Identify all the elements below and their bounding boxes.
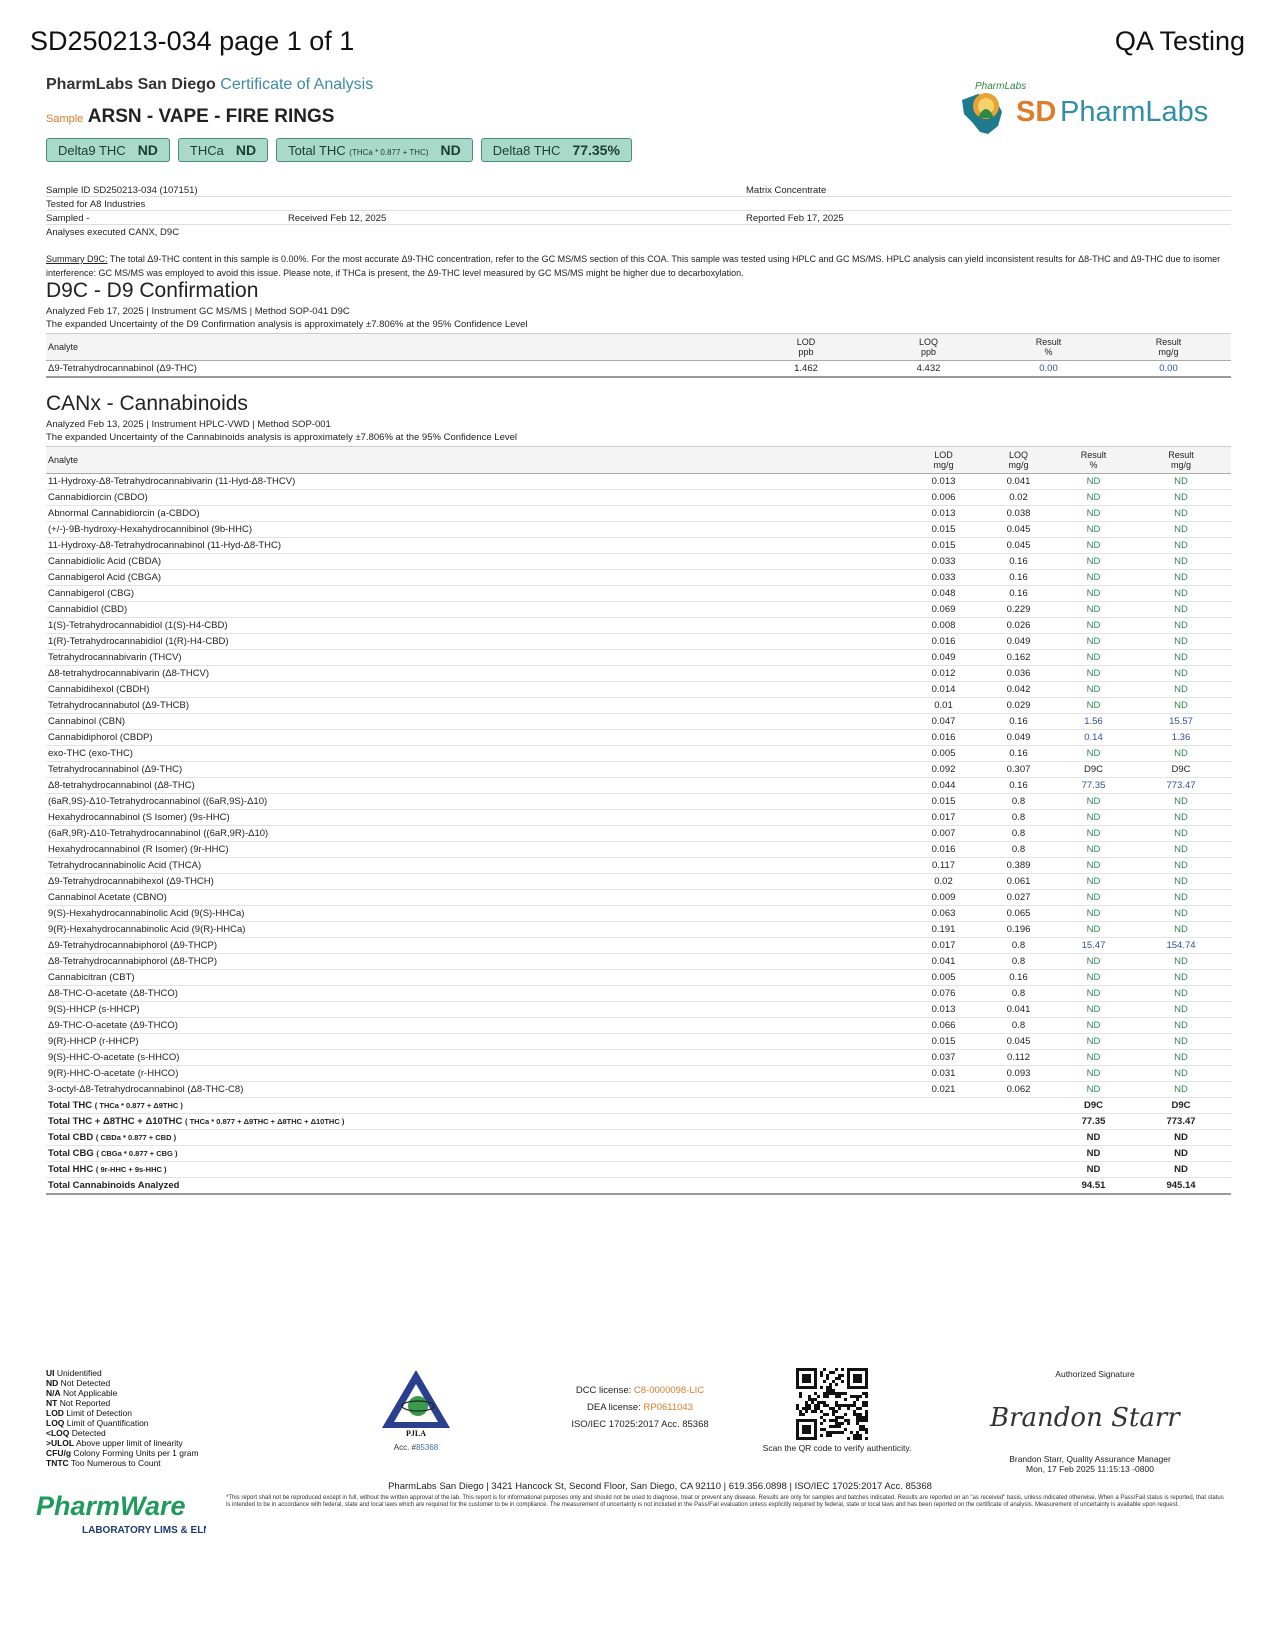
col-loq: LOQ mg/g [1008, 450, 1029, 470]
lab-line [46, 76, 373, 94]
table-row: 1(R)-Tetrahydrocannabidiol (1(R)-H4-CBD) 0.016 0.049 ND ND [46, 634, 1231, 650]
total-row: Total HHC ( 9r-HHC + 9s-HHC ) ND ND [46, 1162, 1231, 1178]
signature-title: Authorized Signature [1055, 1369, 1135, 1379]
legend-item: TNTC Too Numerous to Count [46, 1458, 161, 1468]
svg-text:PJLA: PJLA [406, 1429, 426, 1438]
total-row: Total CBD ( CBDa * 0.877 + CBD ) ND ND [46, 1130, 1231, 1146]
table-row: Hexahydrocannabinol (S Isomer) (9s-HHC) 0.017 0.8 ND ND [46, 810, 1231, 826]
col-result-mg: Result mg/g [1168, 450, 1194, 470]
col-analyte: Analyte [48, 342, 79, 352]
document-type: Certificate of Analysis [220, 76, 374, 93]
table-row: Δ8-THC-O-acetate (Δ8-THCO) 0.076 0.8 ND ND [46, 986, 1231, 1002]
dcc-license: C8-0000098-LIC [633, 1385, 705, 1396]
table-row: 9(S)-Hexahydrocannabinolic Acid (9(S)-HHCa) 0.063 0.065 ND ND [46, 906, 1231, 922]
table-row: Δ9-THC-O-acetate (Δ9-THCO) 0.066 0.8 ND ND [46, 1018, 1231, 1034]
badge-thca: THCa ND [178, 138, 268, 162]
qa-testing-label: QA Testing [1114, 26, 1245, 56]
table-row: 9(R)-HHCP (r-HHCP) 0.015 0.045 ND ND [46, 1034, 1231, 1050]
table-row: Abnormal Cannabidiorcin (a-CBDO) 0.013 0.038 ND ND [46, 506, 1231, 522]
legend-item: NT Not Reported [46, 1398, 111, 1408]
table-row: Δ8-Tetrahydrocannabiphorol (Δ8-THCP) 0.041 0.8 ND ND [46, 954, 1231, 970]
total-row: Total CBG ( CBGa * 0.877 + CBG ) ND ND [46, 1146, 1231, 1162]
table-row: (+/-)-9B-hydroxy-Hexahydrocannibinol (9b-HHC) 0.015 0.045 ND ND [46, 522, 1231, 538]
disclaimer: *This report shall not be reproduced except in full, without the written approval of the lab. This report is for informational purposes only and should not be used to diagnose, treat or prevent any disease. Results are only for samples and batches indicated. Results are reported on an "as received" basis, unless indicated otherwise. When a Pass/Fail status is reported, that status is intended to be in accordance with federal, state and local laws which are required for the customer to be in compliance. The measurement of uncertainty is not included in the Pass/Fail evaluation unless explicitly required by federal, state or local laws and has been reported on the certificate of analysis. Measurement of uncertainty is available upon request. [226, 1495, 1224, 1508]
table-row: Δ9-Tetrahydrocannabihexol (Δ9-THCH) 0.02 0.061 ND ND [46, 874, 1231, 890]
legend-item: LOD Limit of Detection [46, 1408, 132, 1418]
svg-text:PharmLabs: PharmLabs [975, 81, 1027, 92]
table-row: Cannabidiol (CBD) 0.069 0.229 ND ND [46, 602, 1231, 618]
summary-text: The total Δ9-THC content in this sample is 0.00%. For the most accurate Δ9-THC concentration, refer to the GC MS/MS section of this COA. This sample was tested using HPLC and GC MS/MS. HPLC analysis can yield inconsistent results for Δ8-THC and Δ9-THC due to isomer interference: GC MS/MS was employed to avoid this issue. Please note, if THCa is present, the Δ9-THC level measured by GC MS/MS might be higher due to decarboxylation. [46, 254, 1221, 278]
legend-item: LOQ Limit of Quantification [46, 1418, 149, 1428]
badge-delta8: Delta8 THC 77.35% [481, 138, 632, 162]
legend-item: N/A Not Applicable [46, 1388, 118, 1398]
table-row: 9(R)-Hexahydrocannabinolic Acid (9(R)-HHCa) 0.191 0.196 ND ND [46, 922, 1231, 938]
sampled: Sampled - [46, 213, 90, 224]
summary [46, 252, 1231, 280]
col-lod: LOD mg/g [933, 450, 954, 470]
canx-table [46, 446, 1231, 1195]
table-row: 9(S)-HHC-O-acetate (s-HHCO) 0.037 0.112 ND ND [46, 1050, 1231, 1066]
qr-code-icon [796, 1368, 868, 1440]
licenses: DCC license: C8-0000098-LIC DEA license: RP0611043 ISO/IEC 17025:2017 Acc. 85368 [540, 1382, 740, 1433]
total-row: Total THC + Δ8THC + Δ10THC ( THCa * 0.877 + Δ9THC + Δ8THC + Δ10THC ) 77.35 773.47 [46, 1114, 1231, 1130]
reported: Reported Feb 17, 2025 [746, 213, 844, 224]
sample-name: ARSN - VAPE - FIRE RINGS [87, 106, 335, 127]
table-row: Cannabigerol Acid (CBGA) 0.033 0.16 ND ND [46, 570, 1231, 586]
legend-item: <LOQ Detected [46, 1428, 106, 1438]
table-row: 1(S)-Tetrahydrocannabidiol (1(S)-H4-CBD) 0.008 0.026 ND ND [46, 618, 1231, 634]
svg-text:PharmLabs: PharmLabs [1060, 96, 1209, 128]
table-row: (6aR,9S)-Δ10-Tetrahydrocannabinol ((6aR,9S)-Δ10) 0.015 0.8 ND ND [46, 794, 1231, 810]
svg-text:LABORATORY LIMS & ELN: LABORATORY LIMS & ELN [82, 1525, 206, 1536]
canx-title: CANx - Cannabinoids [46, 392, 248, 415]
badge-total-thc: Total THC (THCa * 0.877 + THC) ND [276, 138, 473, 162]
svg-text:SD: SD [1016, 96, 1057, 128]
svg-text:PharmWare: PharmWare [36, 1491, 186, 1521]
col-lod: LOD ppb [796, 337, 816, 357]
col-result-pct: Result % [1080, 450, 1107, 470]
table-row: Tetrahydrocannabinol (Δ9-THC) 0.092 0.307 D9C D9C [46, 762, 1231, 778]
table-row: Cannabidiolic Acid (CBDA) 0.033 0.16 ND ND [46, 554, 1231, 570]
col-result-pct: Result % [1035, 337, 1062, 357]
table-row: Tetrahydrocannabinolic Acid (THCA) 0.117 0.389 ND ND [46, 858, 1231, 874]
col-loq: LOQ ppb [918, 337, 938, 357]
sample-id: Sample ID SD250213-034 (107151) [46, 185, 198, 196]
d9c-meta: Analyzed Feb 17, 2025 | Instrument GC MS/MS | Method SOP-041 D9C The expanded Uncertainty of the D9 Confirmation analysis is approximately ±7.806% at the 95% Confidence Level [46, 306, 528, 330]
table-row: Cannabinol Acetate (CBNO) 0.009 0.027 ND ND [46, 890, 1231, 906]
badge-delta9: Delta9 THC ND [46, 138, 170, 162]
pharmware-logo [36, 1487, 206, 1543]
table-row: Hexahydrocannabinol (R Isomer) (9r-HHC) 0.016 0.8 ND ND [46, 842, 1231, 858]
dea-license: RP0611043 [643, 1402, 693, 1413]
sample-metadata [46, 183, 1231, 239]
table-row: Cannabinol (CBN) 0.047 0.16 1.56 15.57 [46, 714, 1231, 730]
legend-item: >ULOL Above upper limit of linearity [46, 1438, 183, 1448]
col-result-mg: Result mg/g [1155, 337, 1182, 357]
total-row: Total Cannabinoids Analyzed 94.51 945.14 [46, 1178, 1231, 1194]
legend-item: UI Unidentified [46, 1368, 102, 1378]
lab-address: PharmLabs San Diego | 3421 Hancock St, Second Floor, San Diego, CA 92110 | 619.356.0898 | ISO/IEC 17025:2017 Acc. 85368 [388, 1481, 932, 1492]
canx-meta: Analyzed Feb 13, 2025 | Instrument HPLC-VWD | Method SOP-001 The expanded Uncertainty of the Cannabinoids analysis is approximately ±7.806% at the 95% Confidence Level [46, 419, 518, 443]
total-row: Total THC ( THCa * 0.877 + Δ9THC ) D9C D9C [46, 1098, 1231, 1114]
table-row: 11-Hydroxy-Δ8-Tetrahydrocannabivarin (11-Hyd-Δ8-THCV) 0.013 0.041 ND ND [46, 474, 1231, 490]
pjla-accreditation-logo: PJLA Acc. #85368 [378, 1366, 454, 1456]
qr-code[interactable] [796, 1368, 868, 1440]
table-row: Δ8-tetrahydrocannabinol (Δ8-THC) 0.044 0.16 77.35 773.47 [46, 778, 1231, 794]
table-row: (6aR,9R)-Δ10-Tetrahydrocannabinol ((6aR,9R)-Δ10) 0.007 0.8 ND ND [46, 826, 1231, 842]
table-row: Cannabicitran (CBT) 0.005 0.16 ND ND [46, 970, 1231, 986]
matrix: Matrix Concentrate [746, 185, 827, 196]
analyses-executed: Analyses executed CANX, D9C [46, 227, 180, 238]
table-row: Δ9-Tetrahydrocannabiphorol (Δ9-THCP) 0.017 0.8 15.47 154.74 [46, 938, 1231, 954]
table-row: 9(S)-HHCP (s-HHCP) 0.013 0.041 ND ND [46, 1002, 1231, 1018]
d9c-table [46, 333, 1231, 378]
sample-tag: Sample [46, 113, 84, 125]
document-id: SD250213-034 page 1 of 1 [30, 26, 355, 56]
summary-label: Summary D9C: [46, 254, 108, 264]
table-row: Cannabidiorcin (CBDO) 0.006 0.02 ND ND [46, 490, 1231, 506]
table-row: 3-octyl-Δ8-Tetrahydrocannabinol (Δ8-THC-C8) 0.021 0.062 ND ND [46, 1082, 1231, 1098]
iso-accreditation: ISO/IEC 17025:2017 Acc. 85368 [571, 1419, 709, 1430]
table-row: Δ8-tetrahydrocannabivarin (Δ8-THCV) 0.012 0.036 ND ND [46, 666, 1231, 682]
d9c-title: D9C - D9 Confirmation [46, 279, 259, 302]
qr-caption: Scan the QR code to verify authenticity. [762, 1443, 912, 1453]
sample-line [46, 106, 334, 128]
result-badges [46, 138, 632, 162]
legend [46, 1368, 199, 1468]
col-analyte: Analyte [48, 455, 79, 465]
table-row: Cannabidihexol (CBDH) 0.014 0.042 ND ND [46, 682, 1231, 698]
table-row: exo-THC (exo-THC) 0.005 0.16 ND ND [46, 746, 1231, 762]
lab-name: PharmLabs San Diego [46, 76, 216, 93]
table-row: Tetrahydrocannabutol (Δ9-THCB) 0.01 0.029 ND ND [46, 698, 1231, 714]
sdpharmlabs-logo [958, 78, 1228, 140]
signer: Brandon Starr, Quality Assurance Manager Mon, 17 Feb 2025 11:15:13 -0800 [1009, 1454, 1171, 1474]
table-row: Δ9-Tetrahydrocannabinol (Δ9-THC) 1.462 4.432 0.00 0.00 [46, 361, 1231, 377]
table-row: Cannabidiphorol (CBDP) 0.016 0.049 0.14 1.36 [46, 730, 1231, 746]
svg-text:Brandon Starr: Brandon Starr [990, 1403, 1180, 1433]
table-row: 9(R)-HHC-O-acetate (r-HHCO) 0.031 0.093 ND ND [46, 1066, 1231, 1082]
tested-for: Tested for A8 Industries [46, 199, 146, 210]
table-row: Tetrahydrocannabivarin (THCV) 0.049 0.162 ND ND [46, 650, 1231, 666]
table-row: 11-Hydroxy-Δ8-Tetrahydrocannabinol (11-Hyd-Δ8-THC) 0.015 0.045 ND ND [46, 538, 1231, 554]
logo-graphic [958, 78, 1228, 140]
legend-item: CFU/g Colony Forming Units per 1 gram [46, 1448, 199, 1458]
pjla-icon [378, 1366, 454, 1438]
signature-image [980, 1392, 1200, 1440]
table-row: Cannabigerol (CBG) 0.048 0.16 ND ND [46, 586, 1231, 602]
legend-item: ND Not Detected [46, 1378, 111, 1388]
received: Received Feb 12, 2025 [288, 213, 387, 224]
